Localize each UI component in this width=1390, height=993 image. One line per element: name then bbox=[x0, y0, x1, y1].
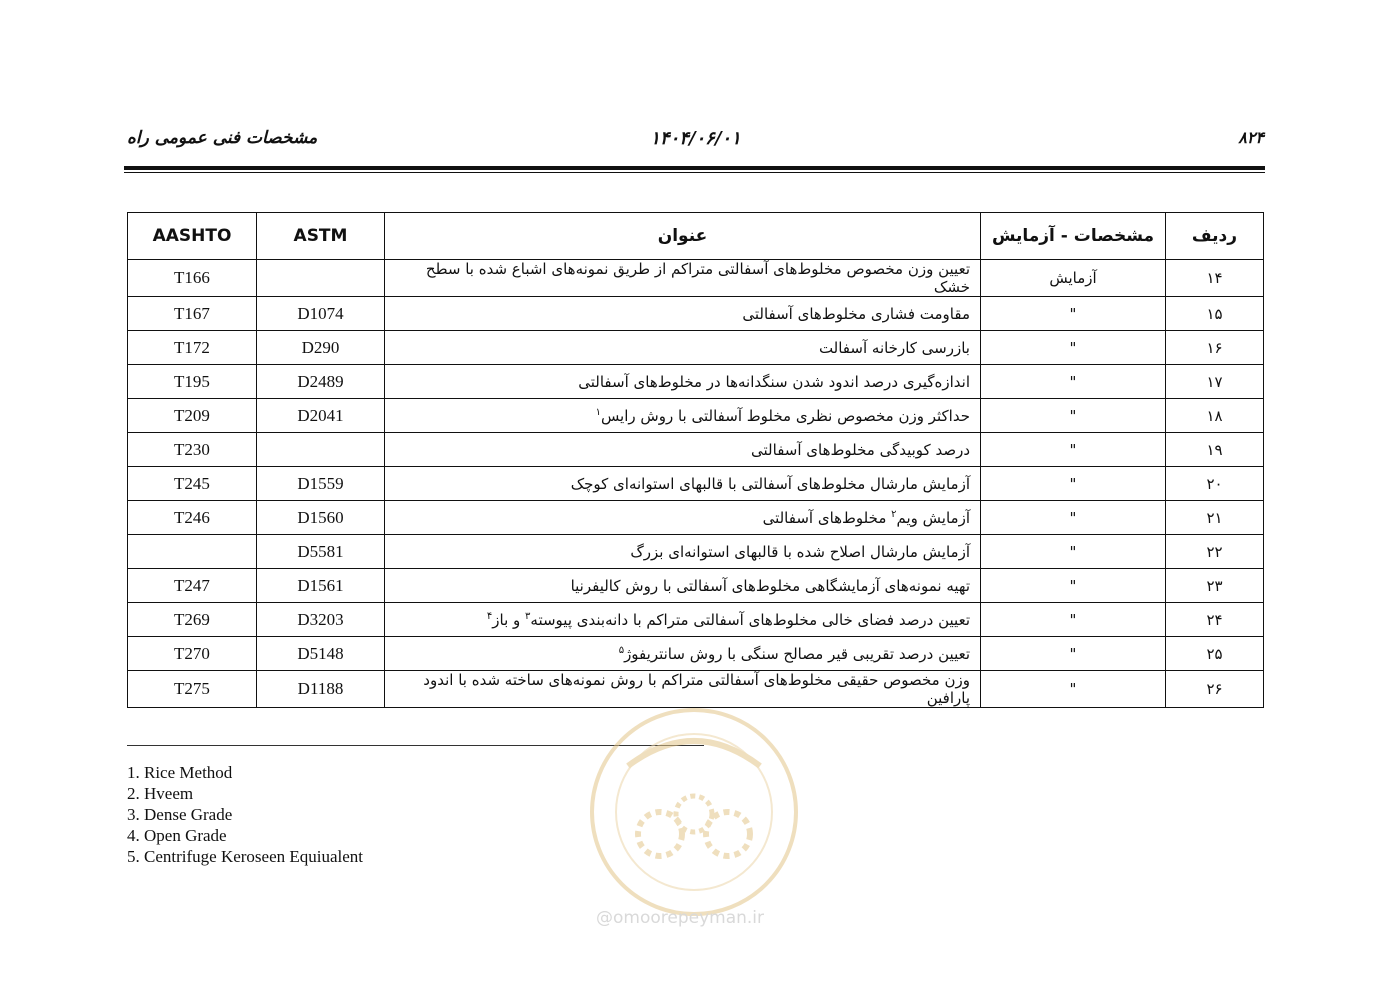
footnote-ref: ۵ bbox=[618, 644, 625, 656]
title-text: تهیه نمونه‌های آزمایشگاهی مخلوط‌های آسفالتی با روش کالیفرنیا bbox=[570, 576, 970, 595]
cell-row-number: ۱۸ bbox=[1166, 399, 1264, 433]
title-text: اندازه‌گیری درصد اندود شدن سنگدانه‌ها در مخلوط‌های آسفالتی bbox=[578, 372, 970, 391]
cell-row-number: ۲۲ bbox=[1166, 535, 1264, 569]
title-text: درصد کوبیدگی مخلوط‌های آسفالتی bbox=[751, 440, 970, 459]
cell-astm: D1561 bbox=[257, 569, 385, 603]
cell-aashto: T195 bbox=[128, 365, 257, 399]
footnote-item: 4. Open Grade bbox=[127, 826, 227, 845]
cell-title bbox=[385, 535, 981, 569]
title-tail: مخلوط‌های آسفالتی bbox=[762, 508, 892, 527]
cell-spec: " bbox=[981, 331, 1166, 365]
table-row bbox=[128, 671, 1264, 708]
table-row bbox=[128, 467, 1264, 501]
cell-aashto: T245 bbox=[128, 467, 257, 501]
cell-aashto: T246 bbox=[128, 501, 257, 535]
table-row bbox=[128, 399, 1264, 433]
footnote-ref: ۱ bbox=[595, 406, 601, 418]
cell-title bbox=[385, 297, 981, 331]
document-date: ۱۴۰۴/۰۶/۰۱ bbox=[650, 128, 741, 149]
cell-row-number: ۱۶ bbox=[1166, 331, 1264, 365]
header-rule-thin bbox=[124, 172, 1265, 173]
cell-row-number: ۲۶ bbox=[1166, 671, 1264, 708]
cell-row-number: ۲۵ bbox=[1166, 637, 1264, 671]
cell-astm: D5148 bbox=[257, 637, 385, 671]
cell-row-number: ۱۵ bbox=[1166, 297, 1264, 331]
cell-aashto: T275 bbox=[128, 671, 257, 708]
cell-aashto: T172 bbox=[128, 331, 257, 365]
cell-row-number: ۱۴ bbox=[1166, 260, 1264, 297]
title-tail: و باز bbox=[492, 610, 526, 629]
table-body bbox=[128, 260, 1264, 708]
header-spec: مشخصات - آزمایش bbox=[981, 213, 1166, 260]
header-astm: ASTM bbox=[257, 213, 385, 260]
cell-title bbox=[385, 569, 981, 603]
title-text: آزمایش مارشال اصلاح شده با قالبهای استوانه‌ای بزرگ bbox=[630, 542, 970, 561]
cell-title bbox=[385, 399, 981, 433]
cell-astm: D2041 bbox=[257, 399, 385, 433]
cell-spec: " bbox=[981, 297, 1166, 331]
footnote-item: 5. Centrifuge Keroseen Equiualent bbox=[127, 847, 364, 866]
title-text: تعیین وزن مخصوص مخلوط‌های آسفالتی متراکم از طریق نمونه‌های اشباع شده با سطح خشک bbox=[425, 260, 970, 296]
cell-spec: " bbox=[981, 671, 1166, 708]
cell-aashto bbox=[128, 535, 257, 569]
cell-aashto: T167 bbox=[128, 297, 257, 331]
cell-row-number: ۲۳ bbox=[1166, 569, 1264, 603]
cell-row-number: ۱۷ bbox=[1166, 365, 1264, 399]
footnote-item: 1. Rice Method bbox=[127, 763, 233, 782]
table-row bbox=[128, 297, 1264, 331]
cell-row-number: ۲۰ bbox=[1166, 467, 1264, 501]
table-row bbox=[128, 331, 1264, 365]
cell-spec: " bbox=[981, 365, 1166, 399]
cell-astm bbox=[257, 433, 385, 467]
table-row bbox=[128, 603, 1264, 637]
cell-title bbox=[385, 331, 981, 365]
cell-aashto: T166 bbox=[128, 260, 257, 297]
page-header bbox=[127, 128, 1264, 158]
table-row bbox=[128, 501, 1264, 535]
cell-title bbox=[385, 467, 981, 501]
footnote-ref: ۳ bbox=[525, 610, 531, 622]
title-text: حداکثر وزن مخصوص نظری مخلوط آسفالتی با روش رایس bbox=[600, 406, 970, 425]
page-number: ۸۲۴ bbox=[1238, 128, 1264, 147]
cell-row-number: ۲۱ bbox=[1166, 501, 1264, 535]
footnotes bbox=[127, 762, 363, 867]
cell-astm: D2489 bbox=[257, 365, 385, 399]
cell-row-number: ۲۴ bbox=[1166, 603, 1264, 637]
cell-aashto: T230 bbox=[128, 433, 257, 467]
cell-aashto: T270 bbox=[128, 637, 257, 671]
cell-aashto: T209 bbox=[128, 399, 257, 433]
header-aashto: AASHTO bbox=[128, 213, 257, 260]
header-rule-thick bbox=[124, 166, 1265, 170]
table-row bbox=[128, 365, 1264, 399]
footnote-item: 3. Dense Grade bbox=[127, 805, 233, 824]
table-row bbox=[128, 260, 1264, 297]
cell-title bbox=[385, 603, 981, 637]
footnote-item: 2. Hveem bbox=[127, 784, 194, 803]
title-text: تعیین درصد فضای خالی مخلوط‌های آسفالتی متراکم با دانه‌بندی پیوسته bbox=[530, 610, 970, 629]
document-title: مشخصات فنی عمومی راه bbox=[127, 128, 318, 148]
cell-spec: " bbox=[981, 467, 1166, 501]
table-row bbox=[128, 535, 1264, 569]
cell-astm: D5581 bbox=[257, 535, 385, 569]
title-text: مقاومت فشاری مخلوط‌های آسفالتی bbox=[742, 304, 970, 323]
table-row bbox=[128, 637, 1264, 671]
cell-spec: " bbox=[981, 433, 1166, 467]
cell-spec: " bbox=[981, 399, 1166, 433]
footnote-ref: ۲ bbox=[891, 508, 897, 520]
header-title: عنوان bbox=[385, 213, 981, 260]
title-text: تعیین درصد تقریبی قیر مصالح سنگی با روش سانتریفوژ bbox=[624, 644, 970, 663]
cell-title bbox=[385, 501, 981, 535]
cell-astm bbox=[257, 260, 385, 297]
cell-astm: D1074 bbox=[257, 297, 385, 331]
cell-astm: D1560 bbox=[257, 501, 385, 535]
cell-title bbox=[385, 365, 981, 399]
cell-title bbox=[385, 671, 981, 708]
cell-aashto: T269 bbox=[128, 603, 257, 637]
cell-astm: D290 bbox=[257, 331, 385, 365]
cell-spec: " bbox=[981, 501, 1166, 535]
table-row bbox=[128, 569, 1264, 603]
cell-spec: " bbox=[981, 603, 1166, 637]
cell-aashto: T247 bbox=[128, 569, 257, 603]
footnote-ref-2: ۴ bbox=[486, 610, 493, 622]
cell-astm: D1559 bbox=[257, 467, 385, 501]
title-text: وزن مخصوص حقیقی مخلوط‌های آسفالتی متراکم با روش نمونه‌های ساخته شده با اندود پارافین bbox=[423, 671, 970, 707]
table-header-row bbox=[128, 213, 1264, 260]
cell-row-number: ۱۹ bbox=[1166, 433, 1264, 467]
watermark-seal-icon bbox=[588, 706, 800, 918]
watermark-text: @omoorepeyman.ir bbox=[596, 908, 765, 928]
cell-title bbox=[385, 433, 981, 467]
title-text: بازرسی کارخانه آسفالت bbox=[818, 338, 970, 357]
title-text: آزمایش مارشال مخلوط‌های آسفالتی با قالبهای استوانه‌ای کوچک bbox=[570, 474, 970, 493]
cell-title bbox=[385, 637, 981, 671]
cell-spec: " bbox=[981, 569, 1166, 603]
cell-spec: " bbox=[981, 637, 1166, 671]
table-row bbox=[128, 433, 1264, 467]
cell-astm: D3203 bbox=[257, 603, 385, 637]
cell-spec: " bbox=[981, 535, 1166, 569]
cell-title bbox=[385, 260, 981, 297]
title-text: آزمایش ویم bbox=[896, 508, 970, 527]
test-spec-table bbox=[127, 212, 1264, 708]
header-row-number: ردیف bbox=[1166, 213, 1264, 260]
cell-spec: آزمایش bbox=[981, 260, 1166, 297]
cell-astm: D1188 bbox=[257, 671, 385, 708]
